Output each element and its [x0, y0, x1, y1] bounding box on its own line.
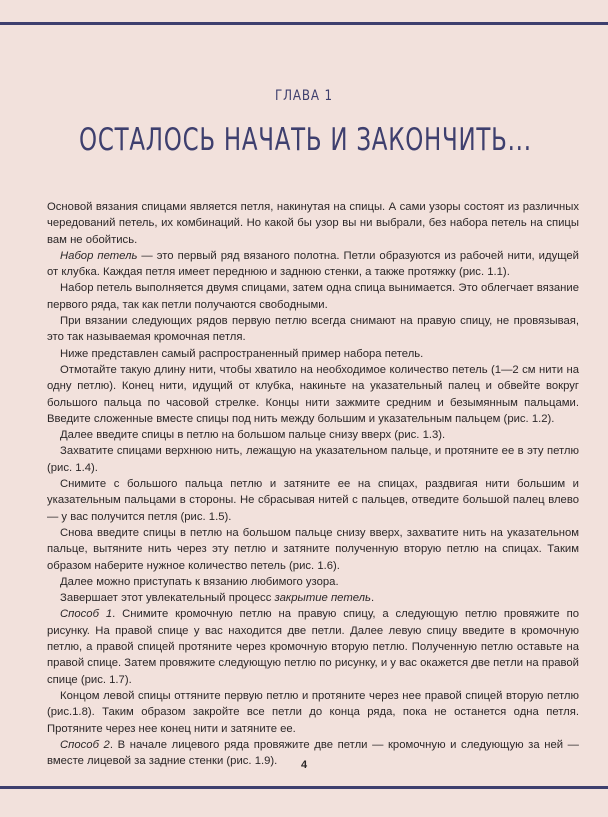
top-rule	[0, 22, 608, 25]
paragraph-13: Способ 1. Снимите кромочную петлю на правую спицу, а следующую петлю провяжите по рисунку. На правой спице у вас находится две петли. Далее левую спицу введите в кромочную петлю, а правой спицей протяните через кромочную вторую петлю. Полученную петлю оставьте на правой спице. Затем провяжите следующую петлю по рисунку, и у вас окажется две петли на правой спице (рис. 1.7).	[47, 608, 579, 686]
bottom-rule	[0, 786, 608, 789]
paragraph-11: Далее можно приступать к вязанию любимого узора.	[60, 575, 339, 588]
paragraph-3: Набор петель выполняется двумя спицами, затем одна спица вынимается. Это облегчает вязание первого ряда, так как петли получаются свободными.	[47, 282, 579, 311]
body-text	[47, 199, 579, 769]
chapter-title: ОСТАЛОСЬ НАЧАТЬ И ЗАКОНЧИТЬ...	[79, 122, 532, 158]
page-number: 4	[300, 759, 308, 771]
paragraph-8: Захватите спицами верхнюю нить, лежащую на указательном пальце, и протяните ее в эту петлю (рис. 1.4).	[47, 445, 579, 474]
paragraph-14: Концом левой спицы оттяните первую петлю и протяните через нее правой спицей вторую петлю (рис.1.8). Таким образом закройте все петли до конца ряда, пока не останется одна петля. Протяните через нее конец нити и затяните ее.	[47, 689, 579, 735]
paragraph-6: Отмотайте такую длину нити, чтобы хватило на необходимое количество петель (1—2 см нити на одну петлю). Конец нити, идущий от клубка, накиньте на указательный палец и обвейте вокруг большого пальца по часовой стрелке. Концы нити зажмите средним и безымянным пальцами. Введите сложенные вместе спицы под нить между большим и указательным пальцем (рис. 1.2).	[47, 363, 579, 425]
term-bind-off: закрытие петель	[274, 592, 371, 605]
paragraph-1: Основой вязания спицами является петля, накинутая на спицы. А сами узоры состоят из различных чередований петель, их комбинаций. Но какой бы узор вы ни выбрали, без набора петель на спицы вам не обойтись.	[47, 201, 579, 246]
paragraph-12: Завершает этот увлекательный процесс закрытие петель.	[60, 592, 375, 605]
paragraph-2: Набор петель — это первый ряд вязаного полотна. Петли образуются из рабочей нити, идущей от клубка. Каждая петля имеет переднюю и заднюю стенки, а также протяжку (рис. 1.1).	[47, 249, 579, 279]
paragraph-10: Снова введите спицы в петлю на большом пальце снизу вверх, захватите нить на указательном пальце, вытяните нить через эту петлю и затяните полученную вторую петлю на спицах. Таким образом наберите нужное количество петель (рис. 1.6).	[47, 526, 579, 572]
paragraph-7: Далее введите спицы в петлю на большом пальце снизу вверх (рис. 1.3).	[60, 429, 446, 442]
paragraph-4: При вязании следующих рядов первую петлю всегда снимают на правую спицу, не провязывая, это так называемая кромочная петля.	[47, 315, 579, 344]
term-method-1: Способ 1	[60, 608, 113, 621]
paragraph-5: Ниже представлен самый распространенный пример набора петель.	[60, 347, 424, 360]
chapter-label: ГЛАВА 1	[275, 88, 333, 104]
term-method-2: Способ 2	[60, 738, 110, 751]
paragraph-9: Снимите с большого пальца петлю и затяните ее на спицах, раздвигая нити большим и указательным пальцами в стороны. Не сбрасывая нитей с пальцев, отведите большой палец влево — у вас получится петля (рис. 1.5).	[47, 478, 579, 523]
paragraph-15: Способ 2. В начале лицевого ряда провяжите две петли — кромочную и следующую за ней — вместе лицевой за задние стенки (рис. 1.9).	[47, 738, 579, 768]
term-cast-on: Набор петель	[60, 249, 138, 262]
